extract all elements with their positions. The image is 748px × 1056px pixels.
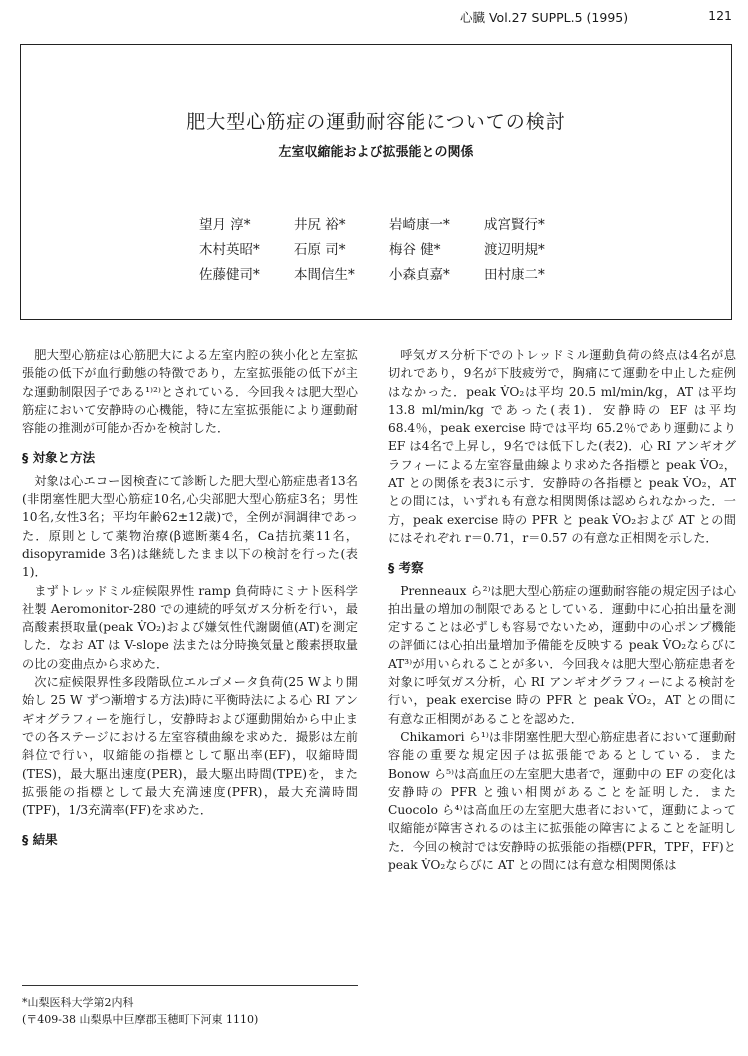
author-name: 小森貞嘉* [389,267,450,283]
author-name: 望月 淳* [199,217,251,233]
author-name: 田村康二* [484,267,545,283]
intro-paragraph: 肥大型心筋症は心筋肥大による左室内腔の狭小化と左室拡張能の低下が血行動態の特徴であり，左室拡張能の低下が主な運動制限因子である¹⁾²⁾とされている．今回我々は肥大型心筋症において安静時の心機能，特に左室拡張能により運動耐容能の推測が可能か否かを検討した． [22,348,358,436]
paper-title: 肥大型心筋症の運動耐容能についての検討 [186,111,566,133]
results-paragraph: 呼気ガス分析下でのトレッドミル運動負荷の終点は4名が息切れであり，9名が下肢疲労で，胸痛にて運動を中止した症例はなかった．peak V̇O₂は平均 20.5 ml/min/kg，AT は平均 13.8 ml/min/kg であった(表1)．安静時の EF は平均 68.4％，peak exercise 時では平均 65.2％であり運動により EF は4名で上昇し，9名では低下した(表2)．心 RI アンギオグラフィーによる左室容量曲線より求めた各指標と peak V̇O₂，AT との関係を表3に示す．安静時の各指標と peak V̇O₂，AT との間には，いずれも有意な相関関係は認められなかった．一方，peak exercise 時の PFR と peak V̇O₂および AT との間にはそれぞれ r＝0.71，r＝0.57 の有意な正相関を示した． [388,348,736,545]
discussion-heading: § 考察 [388,560,424,576]
author-name: 本間信生* [294,267,355,283]
methods-paragraph: 次に症候限界性多段階臥位エルゴメータ負荷(25 Wより開始し 25 W ずつ漸増する方法)時に平衡時法による心 RI アンギオグラフィーを施行し，安静時および運動開始から中止までの各ステージにおける左室容積曲線を求めた．撮影は左前斜位で行い，収縮能の指標として駆出率(EF)，収縮時間(TES)，最大駆出速度(PER)，最大駆出時間(TPE)を，また拡張能の指標として最大充満速度(PFR)，最大充満時間(TPF)，1/3充満率(FF)を求めた． [22,675,358,818]
author-name: 岩崎康一* [389,217,450,233]
author-name: 井尻 裕* [294,217,346,233]
methods-paragraph: 対象は心エコー図検査にて診断した肥大型心筋症患者13名(非閉塞性肥大型心筋症10名,心尖部肥大型心筋症3名；男性10名,女性3名；平均年齢62±12歳)で，全例が洞調律であった．原則として薬物治療(β遮断薬4名，Ca拮抗薬11名，disopyramide 3名)は継続したまま以下の検討を行った(表1)． [22,473,358,580]
author-name: 梅谷 健* [389,242,441,258]
author-list [199,213,579,288]
author-name: 佐藤健司* [199,267,260,283]
author-name: 成宮賢行* [484,217,545,233]
paper-subtitle: 左室収縮能および拡張能との関係 [278,145,474,160]
right-column [388,346,736,874]
journal-citation: 心臓 Vol.27 SUPPL.5 (1995) [460,10,629,25]
left-column [22,346,358,854]
results-heading: § 結果 [22,832,58,848]
author-row [199,213,579,238]
author-row [199,263,579,288]
methods-heading: § 対象と方法 [22,450,96,466]
author-row [199,238,579,263]
page-number: 121 [708,8,732,23]
footnote [22,985,358,1028]
methods-paragraph: まずトレッドミル症候限界性 ramp 負荷時にミナト医科学社製 Aeromonitor-280 での連続的呼気ガス分析を行い，最高酸素摂取量(peak V̇O₂)および嫌気性代謝閾値(AT)を測定した．なお AT は V-slope 法または分時換気量と酸素摂取量の比の変曲点から求めた． [22,583,358,671]
discussion-paragraph: Prenneaux ら²⁾は肥大型心筋症の運動耐容能の規定因子は心拍出量の増加の制限であるとしている．運動中に心拍出量を測定することは必ずしも容易でないため，運動中の心ポンプ機能の評価には心拍出量増加予備能を反映する peak V̇O₂ならびに AT³⁾が用いられることが多い．今回我々は肥大型心筋症患者を対象に呼気ガス分析，心 RI アンギオグラフィーによる検討を行い，peak exercise 時の PFR と peak V̇O₂，AT との間に有意な正相関があることを認めた． [388,583,736,726]
author-name: 木村英昭* [199,242,260,258]
discussion-paragraph: Chikamori ら¹⁾は非閉塞性肥大型心筋症患者において運動耐容能の重要な規定因子は拡張能であるとしている．また Bonow ら⁵⁾は高血圧の左室肥大患者で，運動中の EF の変化は安静時の PFR と強い相関があることを証明した．また Cuocolo ら⁴⁾は高血圧の左室肥大患者において，運動によって収縮能が障害されるのは主に拡張能の障害によることを証明した．今回の検討では安静時の拡張能の指標(PFR，TPF，FF)と peak V̇O₂ならびに AT との間には有意な相関関係は [388,729,736,873]
affiliation: *山梨医科大学第2内科 [22,996,134,1009]
author-name: 石原 司* [294,242,346,258]
author-name: 渡辺明規* [484,242,545,258]
address: (〒409-38 山梨県中巨摩郡玉穂町下河東 1110) [22,1013,259,1026]
title-box [20,44,732,320]
